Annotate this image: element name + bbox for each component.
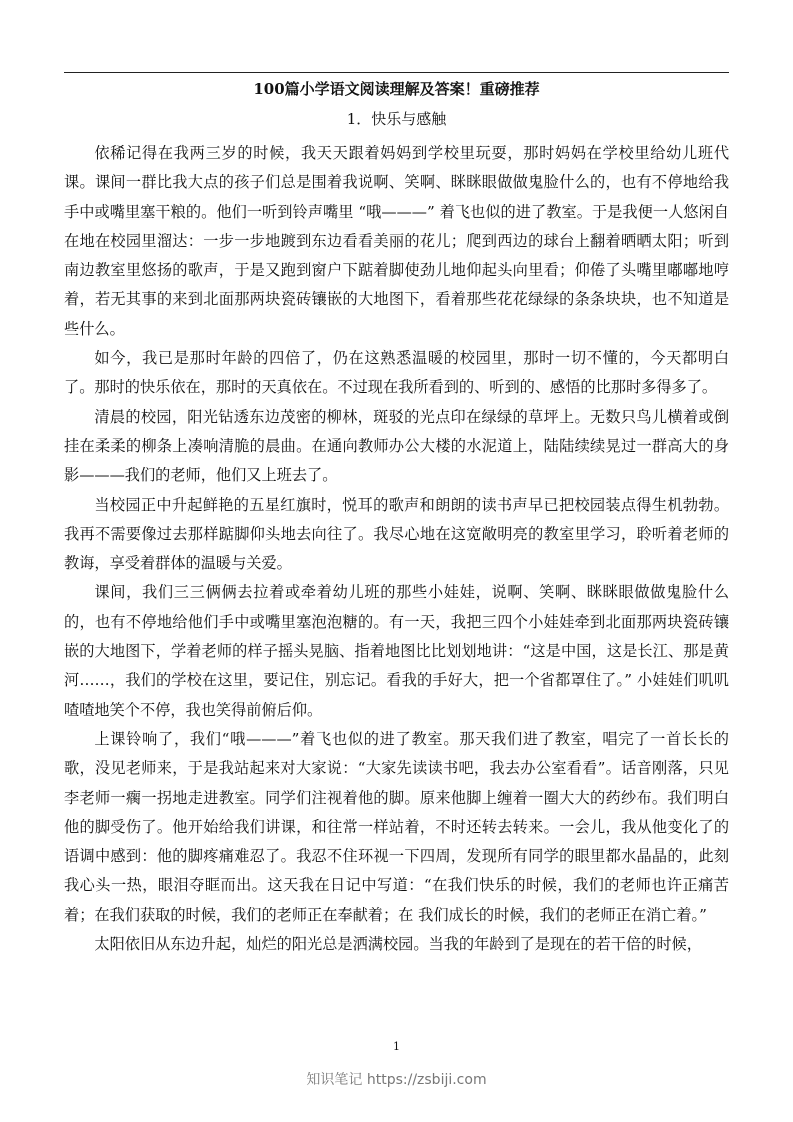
top-divider bbox=[64, 72, 729, 73]
document-title: 100篇小学语文阅读理解及答案！重磅推荐 bbox=[253, 80, 540, 98]
paragraph: 如今，我已是那时年龄的四倍了，仍在这熟悉温暖的校园里，那时一切不懂的，今天都明白了。那时的快乐依在，那时的天真依在。不过现在我所看到的、听到的、感悟的比那时多得多了。 bbox=[64, 349, 729, 397]
article-body bbox=[64, 139, 729, 959]
section-title: 1．快乐与感触 bbox=[346, 110, 447, 128]
page-number: 1 bbox=[393, 1040, 400, 1053]
paragraph: 课间，我们三三俩俩去拉着或牵着幼儿班的那些小娃娃，说啊、笑啊、眯眯眼做做鬼脸什么的，也有不停地给他们手中或嘴里塞泡泡糖的。有一天，我把三四个小娃娃牵到北面那两块瓷砖镶嵌的大地图下，学着老师的样子摇头晃脑、指着地图比比划划地讲：“这是中国，这是长江、那是黄河……，我们的学校在这里，要记住，别忘记。看我的手好大，把一个省都罩住了。” 小娃娃们叽叽喳喳地笑个不停，我也笑得前俯后仰。 bbox=[64, 583, 729, 719]
paragraph: 上课铃响了，我们“哦———”着飞也似的进了教室。那天我们进了教室，唱完了一首长长的歌，没见老师来，于是我站起来对大家说：“大家先读读书吧，我去办公室看看”。话音刚落，只见李老师一瘸一拐地走进教室。同学们注视着他的脚。原来他脚上缠着一圈大大的药纱布。我们明白他的脚受伤了。他开始给我们讲课，和往常一样站着，不时还转去转来。一会儿，我从他变化了的语调中感到：他的脚疼痛难忍了。我忍不住环视一下四周，发现所有同学的眼里都水晶晶的，此刻我心头一热，眼泪夺眶而出。这天我在日记中写道：“在我们快乐的时候，我们的老师也许正痛苦着；在我们获取的时候，我们的老师正在奉献着；在 我们成长的时候，我们的老师正在消亡着。” bbox=[64, 729, 729, 924]
footer-watermark: 知识笔记 https://zsbiji.com bbox=[306, 1072, 487, 1088]
paragraph: 太阳依旧从东边升起，灿烂的阳光总是洒满校园。当我的年龄到了是现在的若干倍的时候， bbox=[94, 935, 702, 954]
paragraph: 清晨的校园，阳光钻透东边茂密的柳林，斑驳的光点印在绿绿的草坪上。无数只鸟儿横着或倒挂在柔柔的柳条上凑响清脆的晨曲。在通向教师办公大楼的水泥道上，陆陆续续晃过一群高大的身影———我们的老师，他们又上班去了。 bbox=[64, 407, 729, 485]
paragraph: 依稀记得在我两三岁的时候，我天天跟着妈妈到学校里玩耍，那时妈妈在学校里给幼儿班代课。课间一群比我大点的孩子们总是围着我说啊、笑啊、眯眯眼做做鬼脸什么的，也有不停地给我手中或嘴里塞干粮的。他们一听到铃声嘴里 “哦———” 着飞也似的进了教室。于是我便一人悠闲自在地在校园里溜达：一步一步地踱到东边看看美丽的花儿；爬到西边的球台上翻着晒晒太阳；听到南边教室里悠扬的歌声，于是又跑到窗户下踮着脚使劲儿地仰起头向里看；仰倦了头嘴里嘟嘟地哼着，若无其事的来到北面那两块瓷砖镶嵌的大地图下，看着那些花花绿绿的条条块块，也不知道是些什么。 bbox=[64, 144, 729, 338]
paragraph: 当校园正中升起鲜艳的五星红旗时，悦耳的歌声和朗朗的读书声早已把校园装点得生机勃勃。我再不需要像过去那样踮脚仰头地去向往了。我尽心地在这宽敞明亮的教室里学习，聆听着老师的教诲，享受着群体的温暖与关爱。 bbox=[64, 495, 729, 573]
